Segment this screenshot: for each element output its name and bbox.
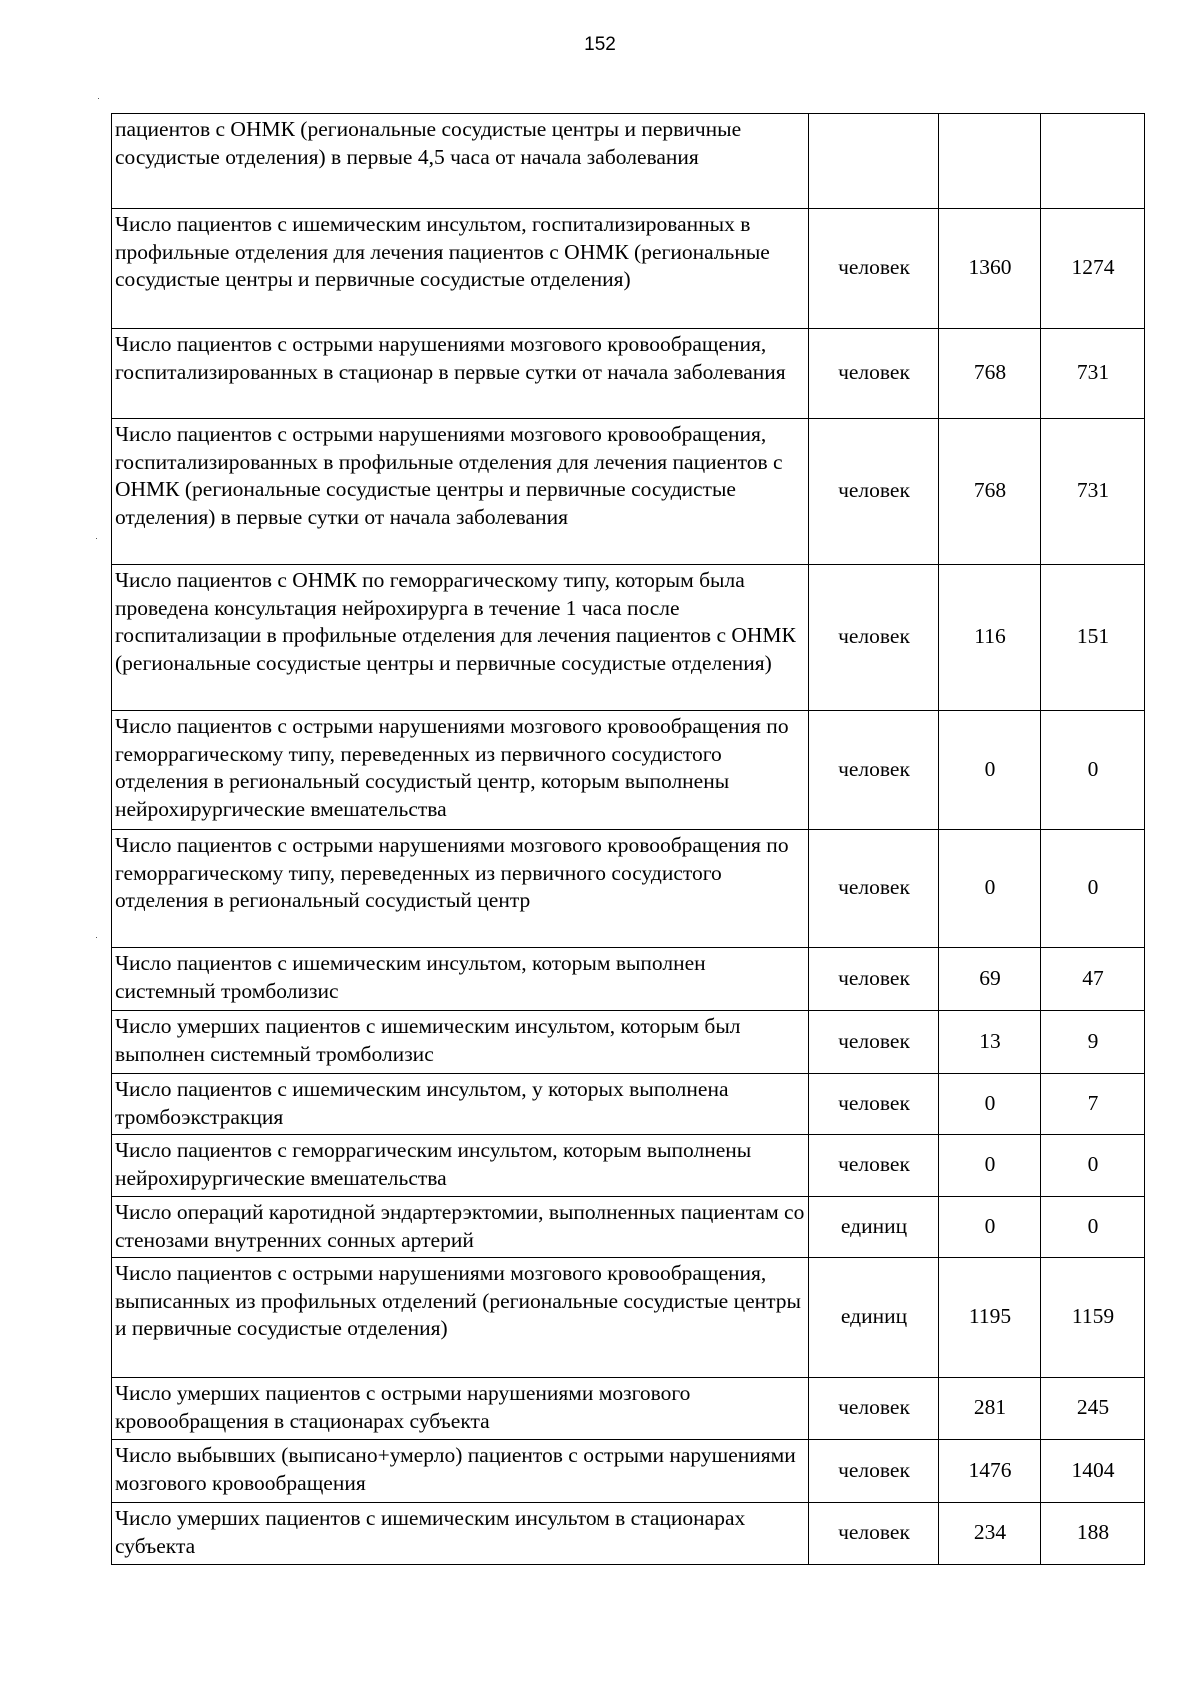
scan-speck [98, 98, 99, 99]
value-year-2-cell: 731 [1041, 419, 1145, 565]
indicator-cell: Число пациентов с острыми нарушениями мозгового кровообращения по геморрагическому типу, переведенных из первичного сосудистого отделения в региональный сосудистый центр, которым выполнены нейрохирургические вмешательства [112, 711, 809, 830]
value-year-1-cell: 768 [939, 419, 1041, 565]
indicator-cell: Число пациентов с острыми нарушениями мозгового кровообращения, госпитализированных в стационар в первые сутки от начала заболевания [112, 329, 809, 419]
table-row [112, 565, 1145, 711]
value-year-1-cell: 1360 [939, 209, 1041, 329]
indicator-cell: Число пациентов с геморрагическим инсультом, которым выполнены нейрохирургические вмешательства [112, 1135, 809, 1197]
value-year-1-cell: 0 [939, 711, 1041, 830]
indicator-cell: Число умерших пациентов с ишемическим инсультом в стационарах субъекта [112, 1503, 809, 1565]
table-row [112, 948, 1145, 1011]
value-year-1-cell: 0 [939, 830, 1041, 948]
indicator-cell: Число пациентов с ишемическим инсультом, которым выполнен системный тромболизис [112, 948, 809, 1011]
indicator-cell: Число пациентов с ОНМК по геморрагическому типу, которым была проведена консультация нейрохирурга в течение 1 часа после госпитализации в профильные отделения для лечения пациентов с ОНМК (региональные сосудистые центры и первичные сосудистые отделения) [112, 565, 809, 711]
unit-cell: человек [809, 711, 939, 830]
unit-cell: человек [809, 830, 939, 948]
value-year-1-cell: 768 [939, 329, 1041, 419]
value-year-2-cell: 245 [1041, 1378, 1145, 1440]
value-year-1-cell: 1195 [939, 1258, 1041, 1378]
indicator-cell: Число пациентов с ишемическим инсультом, у которых выполнена тромбоэкстракция [112, 1074, 809, 1135]
unit-cell: единиц [809, 1197, 939, 1258]
value-year-2-cell: 151 [1041, 565, 1145, 711]
indicator-cell: Число умерших пациентов с ишемическим инсультом, которым был выполнен системный тромболизис [112, 1011, 809, 1074]
value-year-2-cell: 9 [1041, 1011, 1145, 1074]
unit-cell: человек [809, 948, 939, 1011]
table-row [112, 1011, 1145, 1074]
indicator-cell: Число пациентов с острыми нарушениями мозгового кровообращения, госпитализированных в профильные отделения для лечения пациентов с ОНМК (региональные сосудистые центры и первичные сосудистые отделения) в первые сутки от начала заболевания [112, 419, 809, 565]
table-row [112, 1197, 1145, 1258]
unit-cell: человек [809, 565, 939, 711]
value-year-1-cell: 281 [939, 1378, 1041, 1440]
value-year-1-cell: 0 [939, 1074, 1041, 1135]
unit-cell: человек [809, 1074, 939, 1135]
unit-cell: человек [809, 1378, 939, 1440]
scan-speck [96, 937, 97, 938]
table-row [112, 1503, 1145, 1565]
value-year-2-cell: 47 [1041, 948, 1145, 1011]
value-year-2-cell: 0 [1041, 830, 1145, 948]
value-year-1-cell: 69 [939, 948, 1041, 1011]
indicator-cell: пациентов с ОНМК (региональные сосудистые центры и первичные сосудистые отделения) в первые 4,5 часа от начала заболевания [112, 114, 809, 209]
value-year-1-cell: 0 [939, 1197, 1041, 1258]
value-year-2-cell: 7 [1041, 1074, 1145, 1135]
unit-cell: человек [809, 209, 939, 329]
value-year-1-cell: 0 [939, 1135, 1041, 1197]
unit-cell: человек [809, 329, 939, 419]
table-row [112, 1258, 1145, 1378]
scan-speck [96, 538, 97, 539]
statistics-table [111, 113, 1145, 1565]
table-row [112, 329, 1145, 419]
unit-cell: человек [809, 1503, 939, 1565]
page-number: 152 [584, 34, 616, 55]
value-year-2-cell: 731 [1041, 329, 1145, 419]
table-row [112, 711, 1145, 830]
value-year-2-cell: 0 [1041, 1197, 1145, 1258]
indicator-cell: Число выбывших (выписано+умерло) пациентов с острыми нарушениями мозгового кровообращения [112, 1440, 809, 1503]
value-year-2-cell [1041, 114, 1145, 209]
unit-cell: человек [809, 419, 939, 565]
value-year-1-cell [939, 114, 1041, 209]
unit-cell: единиц [809, 1258, 939, 1378]
value-year-1-cell: 13 [939, 1011, 1041, 1074]
indicator-cell: Число умерших пациентов с острыми нарушениями мозгового кровообращения в стационарах субъекта [112, 1378, 809, 1440]
value-year-2-cell: 0 [1041, 711, 1145, 830]
value-year-2-cell: 188 [1041, 1503, 1145, 1565]
statistics-table-body [112, 114, 1145, 1565]
table-row [112, 114, 1145, 209]
table-row [112, 209, 1145, 329]
unit-cell: человек [809, 1011, 939, 1074]
indicator-cell: Число пациентов с острыми нарушениями мозгового кровообращения по геморрагическому типу, переведенных из первичного сосудистого отделения в региональный сосудистый центр [112, 830, 809, 948]
table-row [112, 1378, 1145, 1440]
value-year-1-cell: 116 [939, 565, 1041, 711]
table-row [112, 1074, 1145, 1135]
value-year-1-cell: 234 [939, 1503, 1041, 1565]
unit-cell: человек [809, 1440, 939, 1503]
value-year-2-cell: 1159 [1041, 1258, 1145, 1378]
indicator-cell: Число пациентов с острыми нарушениями мозгового кровообращения, выписанных из профильных отделений (региональные сосудистые центры и первичные сосудистые отделения) [112, 1258, 809, 1378]
table-row [112, 419, 1145, 565]
table-row [112, 1135, 1145, 1197]
indicator-cell: Число пациентов с ишемическим инсультом, госпитализированных в профильные отделения для лечения пациентов с ОНМК (региональные сосудистые центры и первичные сосудистые отделения) [112, 209, 809, 329]
unit-cell: человек [809, 1135, 939, 1197]
table-row [112, 1440, 1145, 1503]
value-year-2-cell: 1404 [1041, 1440, 1145, 1503]
value-year-2-cell: 1274 [1041, 209, 1145, 329]
unit-cell [809, 114, 939, 209]
value-year-2-cell: 0 [1041, 1135, 1145, 1197]
value-year-1-cell: 1476 [939, 1440, 1041, 1503]
indicator-cell: Число операций каротидной эндартерэктомии, выполненных пациентам со стенозами внутренних сонных артерий [112, 1197, 809, 1258]
table-row [112, 830, 1145, 948]
